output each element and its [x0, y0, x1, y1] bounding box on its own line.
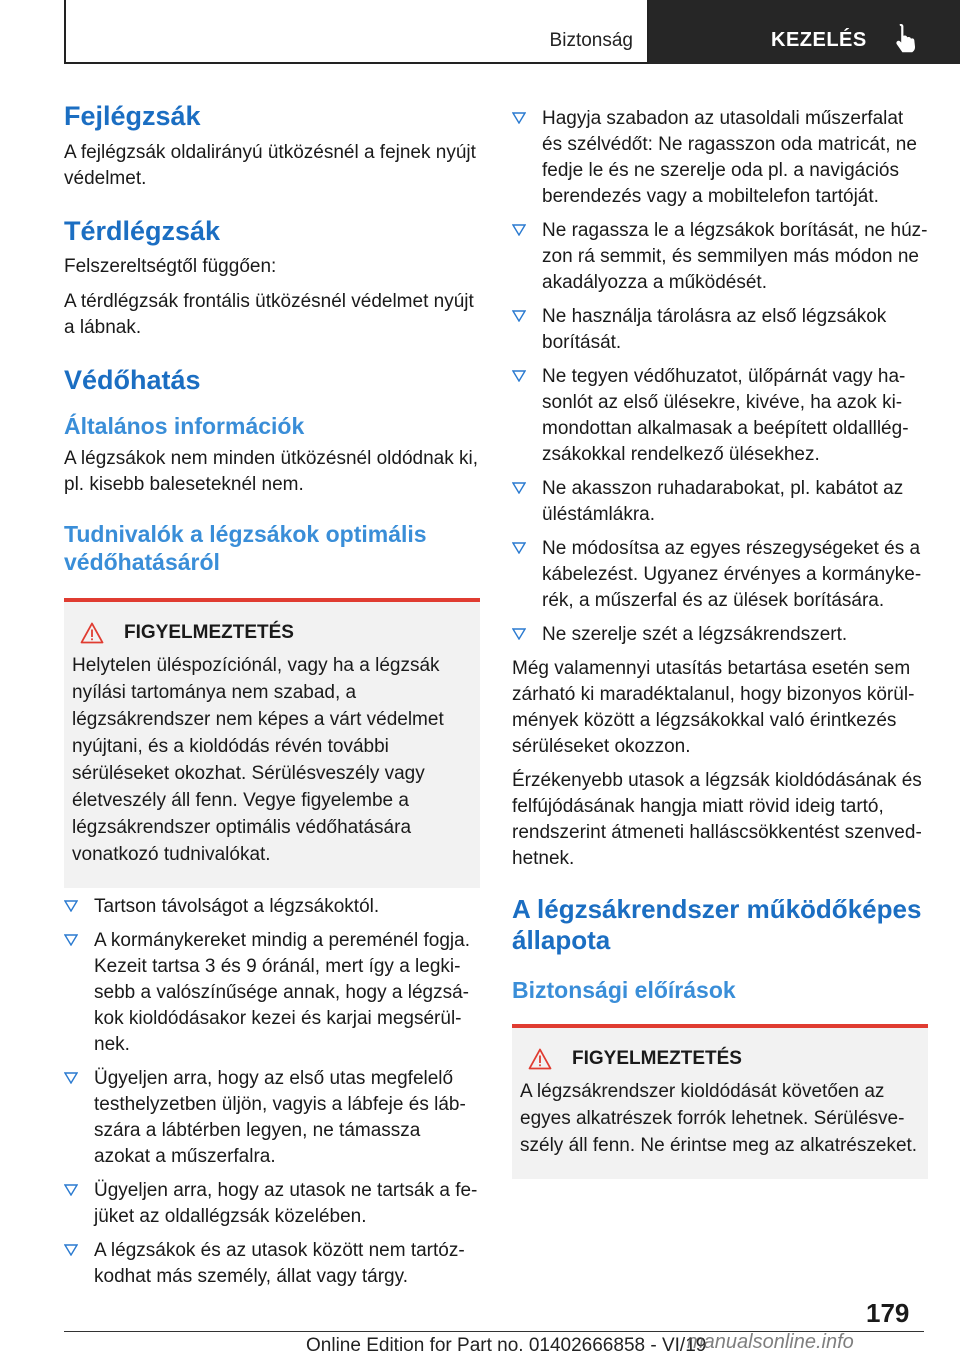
list-item: Hagyja szabadon az utasoldali műszerfalat és szélvédőt: Ne ragasszon oda matricát, ne fedje le és ne szerelje oda pl. a navigációs berendezés vagy a mobiltelefon tartóját.: [512, 106, 928, 210]
warning-triangle-icon: [80, 622, 104, 644]
page-number: 179: [866, 1298, 910, 1328]
paragraph-altalanos: A légzsákok nem minden ütközésnél oldódnak ki, pl. kisebb baleseteknél nem.: [64, 448, 479, 495]
right-column: [512, 100, 928, 1179]
warning-box: [512, 1024, 928, 1179]
triangle-bullet-icon: [512, 542, 526, 554]
list-item: Ne ragassza le a légzsákok borítását, ne húzzon rá semmit, és semmilyen más módon ne akadályozza a működését.: [512, 218, 928, 296]
triangle-bullet-icon: [512, 482, 526, 494]
edition-note: Online Edition for Part no. 01402666858 - VI/19: [306, 1335, 707, 1356]
triangle-bullet-icon: [512, 370, 526, 382]
list-item: Tartson távolságot a légzsákoktól.: [64, 894, 480, 920]
heading-mukodokepes: A légzsákrendszer működőképes állapota: [512, 894, 922, 955]
heading-biztonsagi: Biztonsági előírások: [512, 977, 736, 1003]
paragraph-hearing: Érzékenyebb utasok a légzsák kioldódásának és felfújódásának hangja miatt rövid ideig tartó, rendszerint átmeneti halláscsökkentést szenvedhetnek.: [512, 770, 922, 869]
list-item: A kormánykereket mindig a pereménél fogja. Kezeit tartsa 3 és 9 óránál, mert így a legkisebb a valószínűsége annak, hogy a légzsákok kioldódásakor kezei és karjai megsérülnek.: [64, 928, 480, 1058]
triangle-bullet-icon: [64, 900, 78, 912]
triangle-bullet-icon: [512, 224, 526, 236]
running-header-section: [64, 0, 649, 64]
list-item: Ne szerelje szét a légzsákrendszert.: [512, 622, 928, 648]
triangle-bullet-icon: [64, 934, 78, 946]
hand-pointer-icon: [893, 22, 919, 54]
list-item: Ne tegyen védőhuzatot, ülőpárnát vagy hasonlót az első ülésekre, kivéve, ha azok kimondottan alkalmasak a beépített oldalllégzsákokkal rendelkező ülésekhez.: [512, 364, 928, 468]
warning-text: Helytelen üléspozíciónál, vagy ha a légzsák nyílási tartománya nem szabad, a légzsákrendszer nem képes a várt védelmet nyújtani, és a kioldódás révén további sérüléseket okozhat. Sérülésveszély vagy életveszély áll fenn. Vegye figyelembe a légzsákrendszer optimális védőhatására vonatkozó tudnivalókat.: [72, 655, 444, 865]
paragraph-terdlegzsak: A térdlégzsák frontális ütközésnél védelmet nyújt a lábnak.: [64, 291, 474, 338]
triangle-bullet-icon: [64, 1184, 78, 1196]
section-title: Biztonság: [549, 30, 633, 51]
triangle-bullet-icon: [512, 310, 526, 322]
list-item: Ne használja tárolásra az első légzsákok borítását.: [512, 304, 928, 356]
heading-fejlegzsak: Fejlégzsák: [64, 101, 201, 131]
list-item: Ügyeljen arra, hogy az utasok ne tartsák a fejüket az oldallégzsák közelében.: [64, 1178, 480, 1230]
warning-title: FIGYELMEZTETÉS: [572, 1048, 742, 1069]
list-item: Ügyeljen arra, hogy az első utas megfelelő testhelyzetben üljön, vagyis a lábfeje és lábszára a lábtérben legyen, ne támassza azokat a műszerfalra.: [64, 1066, 480, 1170]
warning-title: FIGYELMEZTETÉS: [124, 622, 294, 643]
triangle-bullet-icon: [512, 628, 526, 640]
heading-tudnivalok: Tudnivalók a légzsákok optimális védőhatásáról: [64, 521, 427, 575]
heading-altalanos: Általános információk: [64, 413, 305, 439]
list-item: A légzsákok és az utasok között nem tartózkodhat más személy, állat vagy tárgy.: [64, 1238, 480, 1290]
heading-vedohatas: Védőhatás: [64, 365, 201, 395]
triangle-bullet-icon: [512, 112, 526, 124]
paragraph-residual-risk: Még valamennyi utasítás betartása esetén sem zárható ki maradéktalanul, hogy bizonyos körülmények között a légzsákokkal való érintkezés sérüléseket okozzon.: [512, 658, 915, 757]
warning-triangle-icon: [528, 1048, 552, 1070]
bullet-list-right: [512, 106, 928, 648]
list-item: Ne módosítsa az egyes részegységeket és a kábelezést. Ugyanez érvényes a kormánykerék, a műszerfal és az ülések borítására.: [512, 536, 928, 614]
triangle-bullet-icon: [64, 1072, 78, 1084]
warning-box: [64, 598, 480, 888]
left-column: [64, 100, 480, 1290]
watermark-logo: manualsonline.info: [687, 1331, 854, 1353]
bullet-list-left: [64, 894, 480, 1290]
chapter-tab: [649, 0, 960, 64]
heading-terdlegzsak: Térdlégzsák: [64, 216, 221, 246]
chapter-title: KEZELÉS: [771, 29, 867, 51]
paragraph-fejlegzsak: A fejlégzsák oldalirányú ütközésnél a fejnek nyújt védelmet.: [64, 142, 476, 189]
warning-text: A légzsákrendszer kioldódását követően az egyes alkatrészek forrók lehetnek. Sérülésveszély áll fenn. Ne érintse meg az alkatrészeket.: [520, 1081, 918, 1156]
list-item: Ne akasszon ruhadarabokat, pl. kabátot az üléstámlákra.: [512, 476, 928, 528]
triangle-bullet-icon: [64, 1244, 78, 1256]
paragraph-terd-availability: Felszereltségtől függően:: [64, 256, 277, 277]
